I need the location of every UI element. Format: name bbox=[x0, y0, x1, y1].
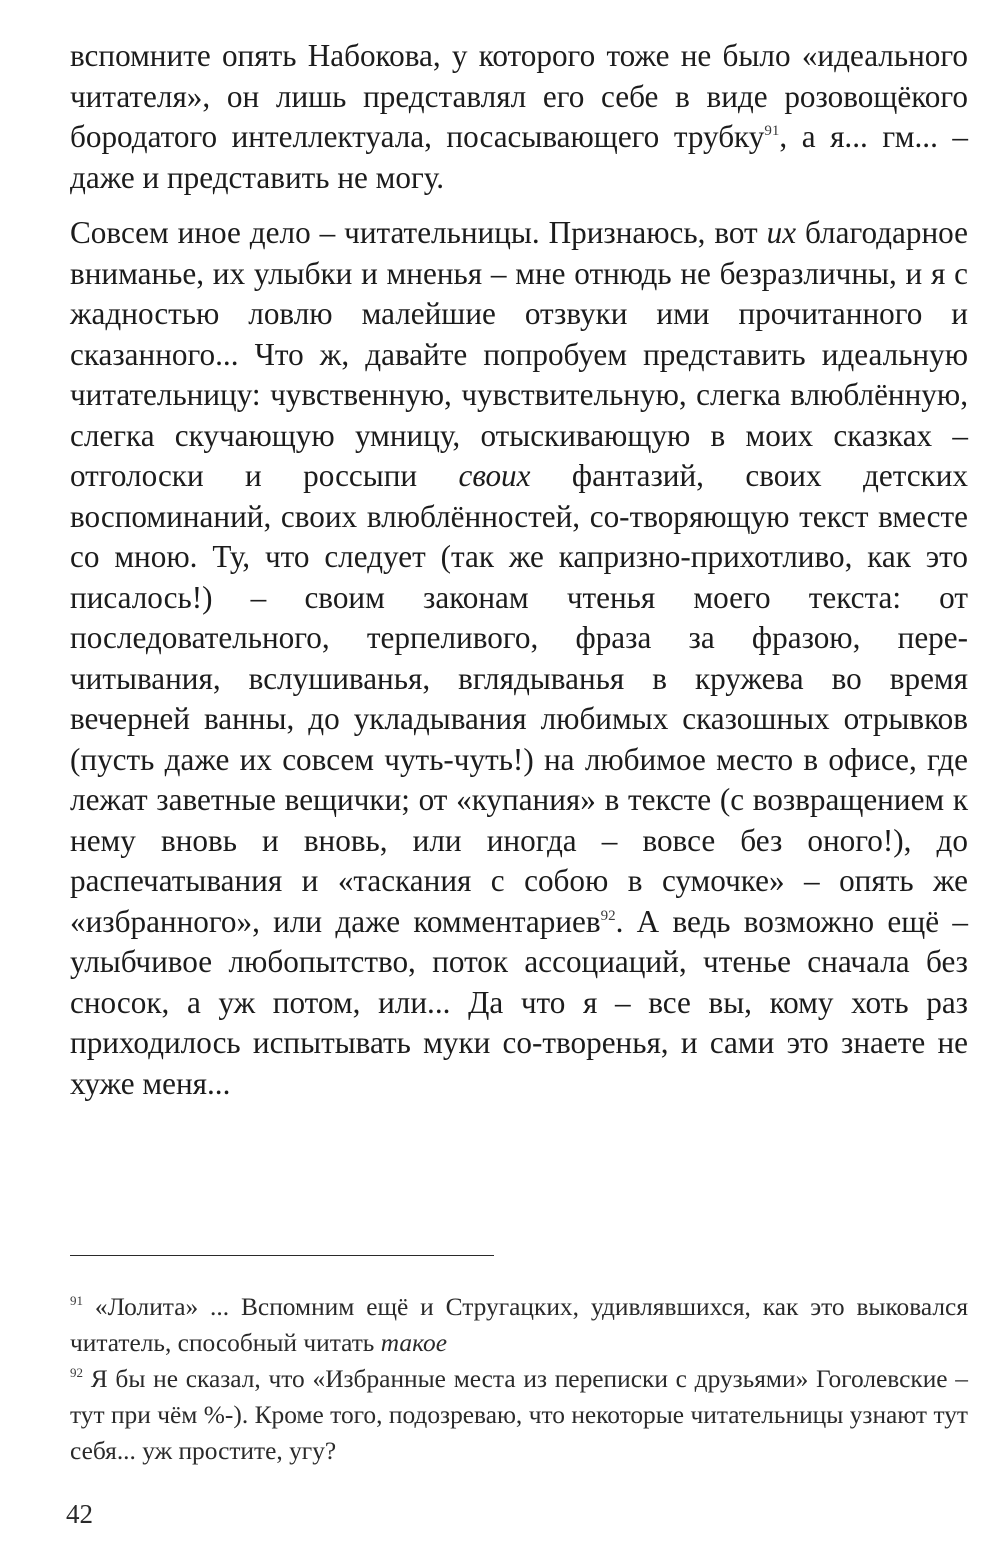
paragraph-1-text-a: вспомните опять Набокова, у которого тоже не было «идеального читателя», он лишь представлял его себе в виде розовощёкого бородатого интеллектуала, посасывающего трубку bbox=[70, 38, 968, 154]
paragraph-2-text-a: Совсем иное дело – читательницы. Признаюсь, вот bbox=[70, 215, 767, 250]
paragraph-2-text-c: фантазий, своих детских воспоминаний, своих влюблённостей, со-творяющую текст вместе со мною. Ту, что следует (так же капризно-прихотливо, как это писалось!) – своим законам чтенья моего текста: от последовательного, терпеливого, фраза за фразою, пере-читывания, вслушиванья, вглядыванья в кружева во время вечерней ванны, до укладывания любимых сказошных отрывков (пусть даже их совсем чуть-чуть!) на любимое место в офисе, где лежат заветные вещички; от «купания» в тексте (с возвращением к нему вновь и вновь, или иногда – вовсе без оного!), до распечатывания и «таскания с собою в сумочке» – опять же «избранного», или даже комментариев bbox=[70, 458, 968, 939]
paragraph-2 bbox=[70, 213, 968, 1104]
footnote-text: Я бы не сказал, что «Избранные места из переписки с друзьями» Гоголевские – тут при чём %-). Кроме того, подозреваю, что некоторые читательницы узнают тут себя... уж простите, угу? bbox=[70, 1365, 968, 1465]
footnote-text: «Лолита» ... Вспомним ещё и Стругацких, удивлявшихся, как это выковался читатель, способный читать bbox=[70, 1293, 968, 1357]
main-text bbox=[70, 36, 968, 1104]
page-number: 42 bbox=[66, 1499, 93, 1529]
footnote-number: 92 bbox=[70, 1365, 83, 1380]
footnote-91 bbox=[70, 1289, 968, 1361]
paragraph-1-text-b: , а я... гм... – даже и представить не могу. bbox=[70, 119, 969, 195]
footnote-number: 91 bbox=[70, 1293, 83, 1308]
footnote-divider bbox=[70, 1255, 494, 1256]
paragraph-2-text-b: благодарное вниманье, их улыбки и мненья – мне отнюдь не безразличны, и я с жадностью ловлю малейшие отзвуки ими прочитанного и сказанного... Что ж, давайте попробуем представить идеальную читательницу: чувственную, чувствительную, слегка влюблённую, слегка скучающую умницу, отыскивающую в моих сказках – отголоски и россыпи bbox=[70, 215, 968, 493]
footnote-ref-92[interactable]: 92 bbox=[600, 907, 616, 924]
paragraph-2-emphasis-b: своих bbox=[458, 458, 531, 493]
footnote-emphasis: такое bbox=[380, 1329, 447, 1357]
paragraph-2-text-d: . А ведь возможно ещё – улыбчивое любопытство, поток ассоциаций, чтенье сначала без сносок, а уж потом, или... Да что я – все вы, кому хоть раз приходилось испытывать муки со-творенья, и сами это знаете не хуже меня... bbox=[70, 903, 968, 1101]
footnote-ref-91[interactable]: 91 bbox=[764, 123, 780, 139]
footnote-92 bbox=[70, 1361, 968, 1469]
paragraph-1 bbox=[70, 36, 968, 198]
footnotes bbox=[70, 1289, 968, 1469]
paragraph-2-emphasis-a: их bbox=[766, 215, 797, 250]
